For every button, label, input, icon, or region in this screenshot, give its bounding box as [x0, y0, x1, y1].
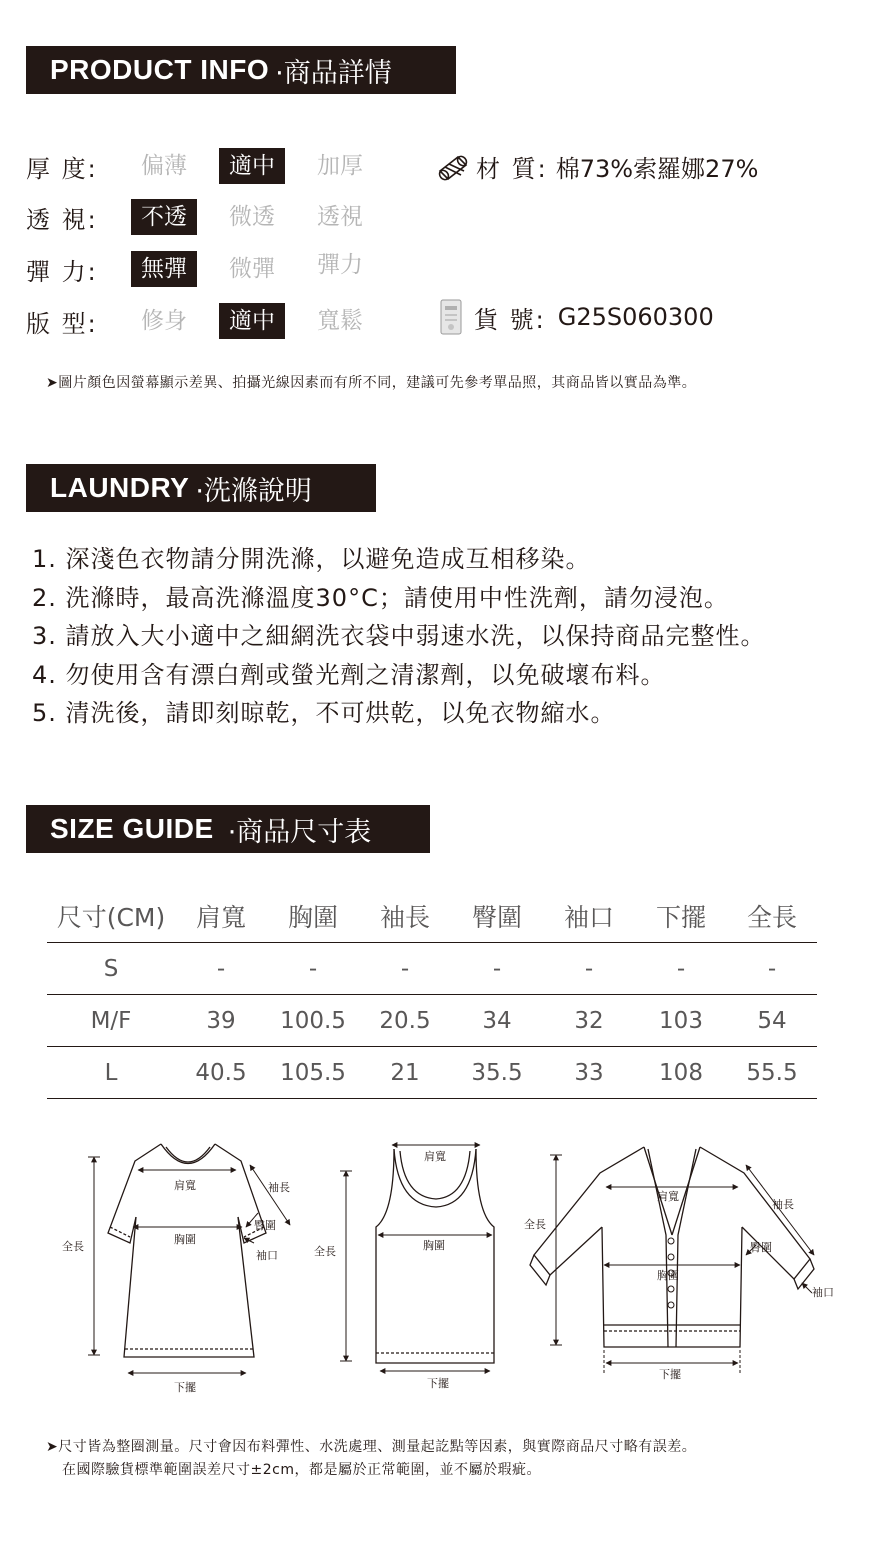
option-stretch: 彈力 — [317, 252, 363, 278]
sku-value: G25S060300 — [557, 303, 714, 331]
option-loose: 寬鬆 — [317, 308, 363, 334]
value-cell: 100.5 — [267, 995, 359, 1047]
diagram-label-chest: 胸圍 — [657, 1269, 679, 1282]
diagram-label-hem: 下擺 — [174, 1381, 196, 1394]
laundry-item: 4. 勿使用含有漂白劑或螢光劑之清潔劑，以免破壞布料。 — [32, 660, 666, 689]
size-table-header-row — [47, 890, 817, 943]
diagram-label-length: 全長 — [524, 1218, 546, 1231]
diagram-label-hip: 臀圍 — [750, 1241, 772, 1254]
value-cell: 39 — [175, 995, 267, 1047]
col-hip: 臀圍 — [451, 890, 543, 943]
option-slim: 修身 — [141, 308, 187, 334]
diagram-label-sleeve: 袖長 — [772, 1198, 794, 1211]
diagram-label-chest: 胸圍 — [423, 1239, 445, 1252]
attr-label: 厚 度: — [26, 154, 98, 183]
diagram-label-length: 全長 — [62, 1240, 84, 1253]
value-cell: 34 — [451, 995, 543, 1047]
diagram-label-sleeve: 袖長 — [268, 1181, 290, 1194]
size-guide-header — [26, 805, 430, 853]
color-disclaimer: ➤圖片顏色因螢幕顯示差異、拍攝光線因素而有所不同，建議可先參考單品照，其商品皆以實品為準。 — [46, 375, 697, 391]
attr-label: 彈 力: — [26, 257, 98, 286]
cardigan-diagram — [520, 1135, 865, 1395]
laundry-item: 2. 洗滌時，最高洗滌溫度30°C；請使用中性洗劑，請勿浸泡。 — [32, 583, 729, 612]
attr-row-thickness — [26, 146, 132, 186]
value-cell: 105.5 — [267, 1047, 359, 1099]
value-cell: 108 — [635, 1047, 727, 1099]
diagram-label-shoulder: 肩寬 — [174, 1179, 196, 1192]
product-info-header-en: PRODUCT INFO — [50, 54, 270, 85]
diagram-label-shoulder: 肩寬 — [424, 1150, 446, 1163]
value-cell: - — [267, 943, 359, 995]
col-sleeve: 袖長 — [359, 890, 451, 943]
size-cell: S — [47, 943, 175, 995]
value-cell: 55.5 — [727, 1047, 817, 1099]
size-disclaimer-line1: ➤尺寸皆為整圈測量。尺寸會因布料彈性、水洗處理、測量起訖點等因素，與實際商品尺寸略有誤差。 — [46, 1439, 697, 1455]
size-guide-header-zh: ·商品尺寸表 — [227, 816, 372, 848]
diagram-label-length: 全長 — [314, 1245, 336, 1258]
size-cell: M/F — [47, 995, 175, 1047]
option-sheer: 透視 — [317, 204, 363, 230]
attr-label: 透 視: — [26, 205, 98, 234]
option-medium: 適中 — [219, 148, 285, 184]
tank-top-diagram — [312, 1135, 512, 1395]
fabric-roll-icon — [436, 151, 472, 181]
material-value: 棉73%索羅娜27% — [555, 154, 759, 183]
laundry-item: 3. 請放入大小適中之細網洗衣袋中弱速水洗，以保持商品完整性。 — [32, 622, 766, 650]
value-cell: - — [543, 943, 635, 995]
value-cell: 35.5 — [451, 1047, 543, 1099]
diagram-label-hem: 下擺 — [427, 1377, 449, 1390]
material-spec — [436, 148, 758, 184]
value-cell: 32 — [543, 995, 635, 1047]
size-disclaimer-line2: 在國際驗貨標準範圍誤差尺寸±2cm，都是屬於正常範圍，並不屬於瑕疵。 — [62, 1462, 541, 1478]
attr-row-transparency — [26, 197, 132, 237]
value-cell: - — [359, 943, 451, 995]
laundry-item: 5. 清洗後，請即刻晾乾，不可烘乾，以免衣物縮水。 — [32, 699, 616, 727]
size-cell: L — [47, 1047, 175, 1099]
diagram-label-shoulder: 肩寬 — [657, 1190, 679, 1203]
col-shoulder: 肩寬 — [175, 890, 267, 943]
tag-icon — [438, 297, 464, 337]
diagram-label-cuff: 袖口 — [812, 1286, 834, 1299]
value-cell: 103 — [635, 995, 727, 1047]
col-length: 全長 — [727, 890, 817, 943]
col-hem: 下擺 — [635, 890, 727, 943]
value-cell: - — [727, 943, 817, 995]
option-thin: 偏薄 — [141, 153, 187, 179]
laundry-header-en: LAUNDRY — [50, 472, 190, 503]
product-info-header — [26, 46, 456, 94]
diagram-label-hem: 下擺 — [659, 1368, 681, 1381]
table-row — [47, 943, 817, 995]
tee-dress-diagram — [58, 1135, 308, 1395]
diagram-label-cuff: 袖口 — [256, 1249, 278, 1262]
product-info-header-zh: ·商品詳情 — [275, 57, 392, 89]
attr-row-elasticity — [26, 249, 132, 289]
value-cell: - — [175, 943, 267, 995]
diagram-label-hip: 臀圍 — [254, 1219, 276, 1232]
attr-row-fit — [26, 301, 132, 341]
option-slight-stretch: 微彈 — [229, 256, 275, 282]
value-cell: 40.5 — [175, 1047, 267, 1099]
size-table — [47, 890, 817, 1099]
laundry-instructions — [32, 540, 766, 733]
size-guide-header-en: SIZE GUIDE — [50, 813, 214, 844]
option-regular: 適中 — [219, 303, 285, 339]
laundry-header-zh: ·洗滌說明 — [195, 475, 312, 507]
option-no-stretch: 無彈 — [131, 251, 197, 287]
col-cuff: 袖口 — [543, 890, 635, 943]
option-thick: 加厚 — [317, 153, 363, 179]
sku-spec — [438, 297, 714, 337]
diagram-label-chest: 胸圍 — [174, 1233, 196, 1246]
sku-label: 貨 號: — [474, 305, 546, 334]
col-size: 尺寸(CM) — [47, 890, 175, 943]
value-cell: 21 — [359, 1047, 451, 1099]
col-chest: 胸圍 — [267, 890, 359, 943]
laundry-header — [26, 464, 376, 512]
value-cell: - — [635, 943, 727, 995]
laundry-item: 1. 深淺色衣物請分開洗滌，以避免造成互相移染。 — [32, 545, 591, 573]
value-cell: 33 — [543, 1047, 635, 1099]
option-opaque: 不透 — [131, 199, 197, 235]
table-row — [47, 995, 817, 1047]
option-slightly-sheer: 微透 — [229, 204, 275, 230]
value-cell: - — [451, 943, 543, 995]
material-label: 材 質: — [476, 154, 548, 183]
attr-label: 版 型: — [26, 309, 98, 338]
value-cell: 54 — [727, 995, 817, 1047]
value-cell: 20.5 — [359, 995, 451, 1047]
table-row — [47, 1047, 817, 1099]
